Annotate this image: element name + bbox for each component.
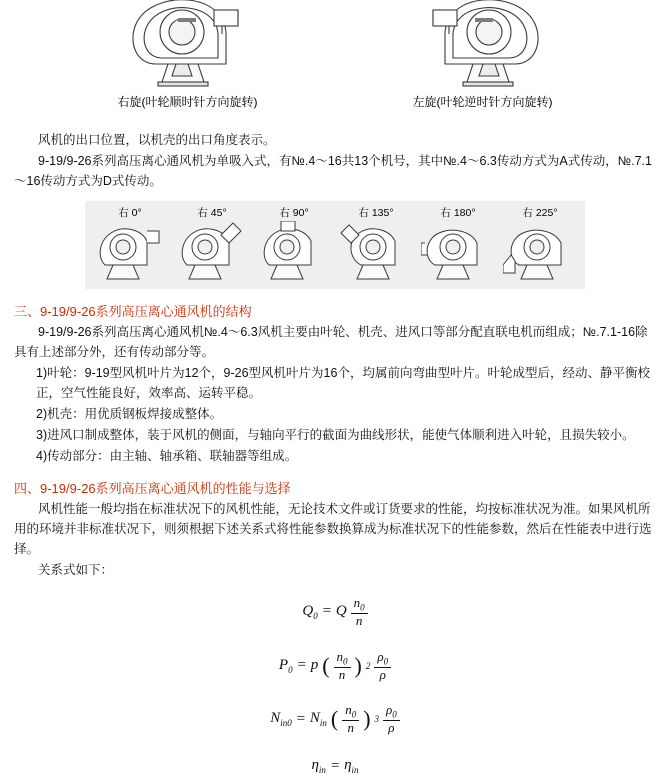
- fan-illustration-row: [0, 0, 670, 110]
- power-density-ratio: $\frac{\rho_0}{\rho}$: [383, 703, 400, 735]
- structure-intro: 9-19/9-26系列高压离心通风机№.4～6.3风机主要由叶轮、机壳、进风口等部分配直联电机而组成；№.7.1-16除具有上述部分外，还有传动部分等。: [14, 325, 648, 359]
- pressure-density-ratio: $\frac{\rho_0}{\rho}$: [374, 650, 391, 682]
- pressure-exponent: 2: [365, 660, 371, 671]
- right-rotation-caption: 右旋(叶轮顺时针方向旋转): [117, 95, 258, 109]
- angle-label-2: 右 90°: [279, 207, 309, 219]
- angle-cell-3: [337, 205, 415, 286]
- angle-diagram-2-icon: [257, 221, 331, 283]
- power-rhs-var: N: [309, 710, 320, 727]
- efficiency-lhs: η: [311, 757, 319, 774]
- angle-cell-5: [501, 205, 579, 286]
- right-rotation-fan-icon: [118, 0, 258, 89]
- paragraph-series-models: 9-19/9-26系列高压离心通风机为单吸入式，有№.4～16共13个机号，其中№.4～6.3传动方式为A式传动，№.7.1～16传动方式为D式传动。: [14, 154, 652, 188]
- power-lhs: N: [270, 710, 281, 727]
- angle-cell-4: [419, 205, 497, 286]
- paragraph-outlet-position: 风机的出口位置，以机壳的出口角度表示。: [38, 133, 276, 147]
- power-speed-ratio: $\frac{n_0}{n}$: [342, 703, 359, 735]
- left-rotation-caption: 左旋(叶轮逆时针方向旋转): [412, 95, 553, 109]
- angle-diagram-5-icon: [503, 221, 577, 283]
- efficiency-rhs-var: η: [344, 757, 352, 774]
- outlet-angle-diagram-strip: [85, 201, 585, 289]
- angle-diagram-1-icon: [175, 221, 249, 283]
- flow-formula: $Q_0$ = Q $\frac{n_0}{n}$: [0, 596, 670, 628]
- angle-cell-0: [91, 205, 169, 286]
- power-formula: $N_{in0}$ = $N_{in}$ ( $\frac{n_0}{n}$ ) 3 $\frac{\rho_0}{\rho}$: [0, 703, 670, 735]
- structure-item-2: 2)机壳：用优质钢板焊接成整体。: [36, 407, 223, 421]
- pressure-rhs-var: p: [310, 657, 319, 673]
- angle-cell-1: [173, 205, 251, 286]
- flow-fraction: $\frac{n_0}{n}$: [351, 596, 368, 628]
- angle-label-0: 右 0°: [118, 207, 142, 219]
- flow-lhs-sub: 0: [313, 610, 318, 621]
- structure-item-3: 3)进风口制成整体，装于风机的侧面，与轴向平行的截面为曲线形状，能使气体顺利进入叶轮，且损失较小。: [36, 428, 635, 442]
- section-heading-performance: 四、9-19/9-26系列高压离心通风机的性能与选择: [14, 481, 291, 496]
- structure-item-1: 1)叶轮：9-19型风机叶片为12个，9-26型风机叶片为16个，均属前向弯曲型叶片。叶轮成型后，经动、静平衡校正，空气性能良好，效率高、运转平稳。: [36, 366, 650, 400]
- right-rotation-fan: [73, 0, 303, 110]
- intro-text-block: [0, 130, 670, 191]
- angle-label-5: 右 225°: [522, 207, 558, 219]
- formula-area: [0, 596, 670, 775]
- pressure-formula: $P_0$ = p ( $\frac{n_0}{n}$ ) 2 $\frac{\rho_0}{\rho}$: [0, 650, 670, 682]
- section-heading-structure: 三、9-19/9-26系列高压离心通风机的结构: [14, 304, 252, 319]
- angle-label-3: 右 135°: [358, 207, 394, 219]
- pressure-speed-ratio: $\frac{n_0}{n}$: [334, 650, 351, 682]
- angle-cell-2: [255, 205, 333, 286]
- angle-label-1: 右 45°: [197, 207, 227, 219]
- angle-diagram-0-icon: [93, 221, 167, 283]
- structure-text-block: [0, 322, 670, 466]
- performance-paragraph-2: 关系式如下：: [38, 563, 114, 577]
- pressure-lhs: P: [278, 656, 289, 673]
- structure-item-4: 4)传动部分：由主轴、轴承箱、联轴器等组成。: [36, 449, 298, 463]
- angle-label-4: 右 180°: [440, 207, 476, 219]
- power-exponent: 3: [374, 714, 380, 725]
- left-rotation-fan: [368, 0, 598, 110]
- angle-diagram-3-icon: [339, 221, 413, 283]
- performance-paragraph-1: 风机性能一般均指在标准状况下的风机性能，无论技术文件或订货要求的性能，均按标准状况为准。如果风机所用的环境并非标准状况下，则须根据下述关系式将性能参数换算成为标准状况下的性能参数，然后在性能表中进行选择。: [14, 502, 652, 556]
- left-rotation-fan-icon: [413, 0, 553, 89]
- angle-diagram-4-icon: [421, 221, 495, 283]
- performance-text-block: [0, 499, 670, 580]
- efficiency-formula: $\eta_{in}$ = $\eta_{in}$: [311, 757, 359, 775]
- flow-rhs-var: Q: [335, 603, 347, 620]
- flow-lhs: Q: [302, 602, 314, 619]
